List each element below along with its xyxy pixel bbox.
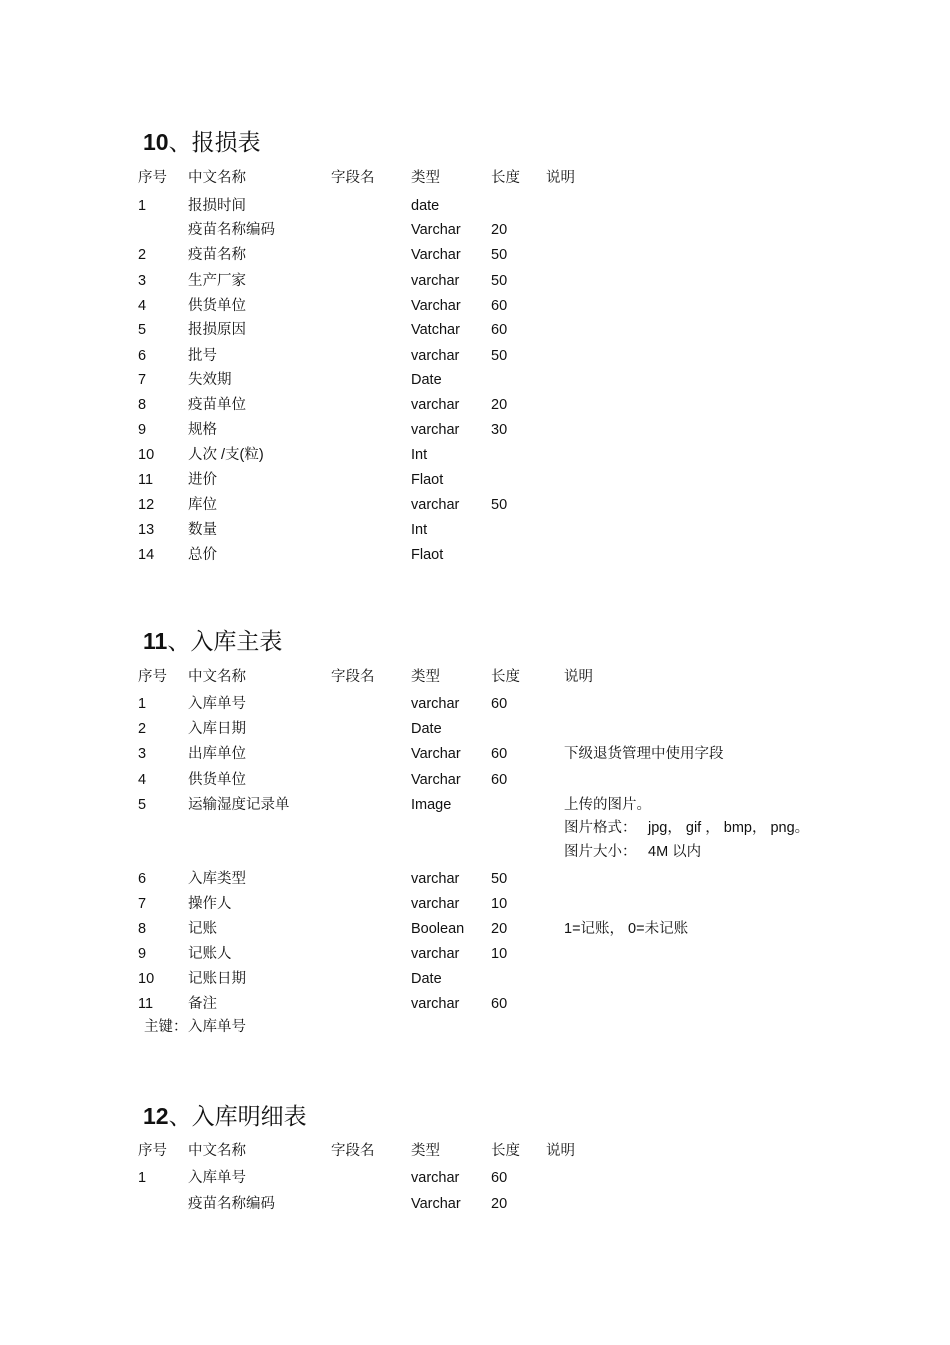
table-header-row (0, 1141, 950, 1161)
cell-type: Int (411, 522, 428, 538)
cell-no: 5 (138, 797, 147, 813)
cell-no: 10 (138, 447, 155, 463)
cell-no: 14 (138, 547, 155, 563)
table-row (0, 495, 950, 515)
table-row (0, 944, 950, 964)
cell-no: 7 (138, 372, 147, 388)
table-row (0, 196, 950, 216)
primary-key-label: 主键： (144, 1019, 188, 1035)
table-row (0, 894, 950, 914)
cell-type: varchar (411, 422, 460, 438)
description-continuation (0, 842, 950, 862)
table-row (0, 346, 950, 366)
section-number: 10 (143, 129, 169, 155)
cell-length: 50 (491, 273, 508, 289)
cell-no: 5 (138, 322, 147, 338)
cell-no: 8 (138, 397, 147, 413)
cell-no: 3 (138, 746, 147, 762)
table-row (0, 245, 950, 265)
cell-type: Varchar (411, 772, 461, 788)
header-length: 长度 (491, 170, 520, 186)
section-name: 、报损表 (168, 129, 261, 155)
table-row (0, 994, 950, 1014)
cell-type: Vatchar (411, 322, 460, 338)
cell-cn-name: 备注 (188, 996, 217, 1012)
cell-cn-name: 库位 (188, 497, 217, 513)
table-row (0, 271, 950, 291)
table-row (0, 220, 950, 240)
cell-no: 8 (138, 921, 147, 937)
cell-type: varchar (411, 871, 460, 887)
cell-length: 60 (491, 746, 508, 762)
cell-type: varchar (411, 946, 460, 962)
cell-type: varchar (411, 1170, 460, 1186)
cell-type: Boolean (411, 921, 465, 937)
cell-cn-name: 疫苗单位 (188, 397, 246, 413)
cell-description: 下级退货管理中使用字段 (564, 746, 724, 762)
header-length: 长度 (491, 669, 520, 685)
table-row (0, 520, 950, 540)
cell-cn-name: 疫苗名称 (188, 247, 246, 263)
table-header-row (0, 168, 950, 188)
cell-no: 9 (138, 946, 147, 962)
cell-no: 6 (138, 871, 147, 887)
cell-no: 7 (138, 896, 147, 912)
cell-type: varchar (411, 497, 460, 513)
table-row (0, 395, 950, 415)
cell-length: 60 (491, 322, 508, 338)
cell-no: 11 (138, 472, 154, 488)
table-row (0, 795, 950, 815)
section-number: 11 (143, 628, 168, 654)
cell-type: varchar (411, 996, 460, 1012)
table-row (0, 919, 950, 939)
table-row (0, 370, 950, 390)
header-field-name: 字段名 (331, 669, 375, 685)
table-row (0, 1168, 950, 1188)
cell-length: 60 (491, 696, 508, 712)
table-row (0, 320, 950, 340)
cell-no: 9 (138, 422, 147, 438)
cell-cn-name: 报损原因 (188, 322, 246, 338)
table-row (0, 545, 950, 565)
table-row (0, 470, 950, 490)
cell-cn-name: 规格 (188, 422, 217, 438)
cell-no: 2 (138, 721, 147, 737)
table-row (0, 719, 950, 739)
cell-cn-name: 供货单位 (188, 772, 246, 788)
table-row (0, 296, 950, 316)
cell-type: Int (411, 447, 428, 463)
cell-no: 4 (138, 298, 147, 314)
cell-type: varchar (411, 273, 460, 289)
cell-length: 20 (491, 1196, 508, 1212)
cell-length: 60 (491, 772, 508, 788)
cell-type: Image (411, 797, 452, 813)
cell-type: Varchar (411, 298, 461, 314)
table-row (0, 770, 950, 790)
cell-length: 20 (491, 222, 508, 238)
table-row (0, 744, 950, 764)
cell-description: 1=记账， 0=未记账 (564, 921, 689, 937)
table-row (0, 1194, 950, 1214)
cell-cn-name: 报损时间 (188, 198, 246, 214)
header-type: 类型 (411, 1143, 440, 1159)
image-format-value: jpg， gif ， bmp， png。 (648, 820, 810, 836)
cell-length: 60 (491, 298, 508, 314)
cell-type: Date (411, 372, 442, 388)
table-header-row (0, 667, 950, 687)
cell-no: 12 (138, 497, 155, 513)
cell-type: Flaot (411, 547, 444, 563)
cell-cn-name: 供货单位 (188, 298, 246, 314)
cell-type: varchar (411, 896, 460, 912)
cell-description: 上传的图片。 (564, 797, 651, 813)
table-row (0, 420, 950, 440)
cell-cn-name: 操作人 (188, 896, 232, 912)
cell-cn-name: 运输湿度记录单 (188, 797, 290, 813)
header-cn-name: 中文名称 (188, 1143, 246, 1159)
section-title (143, 1105, 307, 1128)
header-description: 说明 (546, 1143, 575, 1159)
cell-length: 30 (491, 422, 508, 438)
cell-type: Varchar (411, 222, 461, 238)
cell-no: 3 (138, 273, 147, 289)
cell-cn-name: 人次 /支(粒) (188, 447, 264, 463)
table-row (0, 694, 950, 714)
section-number: 12 (143, 1103, 169, 1129)
primary-key-note (0, 1017, 950, 1037)
image-size-label: 图片大小： (564, 844, 637, 860)
table-row (0, 969, 950, 989)
cell-length: 60 (491, 996, 508, 1012)
cell-length: 60 (491, 1170, 508, 1186)
cell-no: 6 (138, 348, 147, 364)
cell-length: 50 (491, 871, 508, 887)
header-cn-name: 中文名称 (188, 170, 246, 186)
cell-length: 50 (491, 247, 508, 263)
cell-length: 20 (491, 397, 508, 413)
cell-cn-name: 数量 (188, 522, 217, 538)
cell-type: Flaot (411, 472, 444, 488)
header-type: 类型 (411, 669, 440, 685)
cell-length: 20 (491, 921, 508, 937)
cell-type: date (411, 198, 440, 214)
cell-cn-name: 记账日期 (188, 971, 246, 987)
cell-type: varchar (411, 348, 460, 364)
header-no: 序号 (138, 170, 167, 186)
image-format-label: 图片格式： (564, 820, 637, 836)
cell-cn-name: 总价 (188, 547, 217, 563)
cell-cn-name: 进价 (188, 472, 217, 488)
cell-no: 1 (138, 198, 147, 214)
cell-type: Date (411, 721, 442, 737)
header-field-name: 字段名 (331, 170, 375, 186)
cell-length: 10 (491, 896, 508, 912)
cell-type: Date (411, 971, 442, 987)
cell-length: 10 (491, 946, 508, 962)
cell-type: varchar (411, 696, 460, 712)
cell-cn-name: 入库单号 (188, 1170, 246, 1186)
section-name: 、入库主表 (167, 628, 283, 654)
header-cn-name: 中文名称 (188, 669, 246, 685)
cell-length: 50 (491, 497, 508, 513)
table-row (0, 445, 950, 465)
cell-cn-name: 记账 (188, 921, 217, 937)
cell-cn-name: 疫苗名称编码 (188, 1196, 275, 1212)
header-description: 说明 (546, 170, 575, 186)
cell-cn-name: 失效期 (188, 372, 232, 388)
cell-cn-name: 出库单位 (188, 746, 246, 762)
header-no: 序号 (138, 669, 167, 685)
header-no: 序号 (138, 1143, 167, 1159)
cell-no: 4 (138, 772, 147, 788)
cell-type: Varchar (411, 746, 461, 762)
cell-length: 50 (491, 348, 508, 364)
header-type: 类型 (411, 170, 440, 186)
cell-type: Varchar (411, 1196, 461, 1212)
cell-cn-name: 批号 (188, 348, 217, 364)
cell-no: 11 (138, 996, 154, 1012)
section-title (143, 630, 282, 653)
primary-key-value: 入库单号 (188, 1019, 246, 1035)
table-row (0, 869, 950, 889)
image-size-value: 4M 以内 (648, 844, 702, 860)
cell-cn-name: 记账人 (188, 946, 232, 962)
header-field-name: 字段名 (331, 1143, 375, 1159)
cell-no: 1 (138, 1170, 147, 1186)
cell-cn-name: 入库单号 (188, 696, 246, 712)
cell-cn-name: 入库日期 (188, 721, 246, 737)
cell-no: 13 (138, 522, 155, 538)
cell-no: 10 (138, 971, 155, 987)
cell-cn-name: 生产厂家 (188, 273, 246, 289)
section-name: 、入库明细表 (168, 1103, 307, 1129)
cell-cn-name: 入库类型 (188, 871, 246, 887)
cell-no: 1 (138, 696, 147, 712)
cell-cn-name: 疫苗名称编码 (188, 222, 275, 238)
cell-type: Varchar (411, 247, 461, 263)
header-length: 长度 (491, 1143, 520, 1159)
cell-type: varchar (411, 397, 460, 413)
header-description: 说明 (564, 669, 593, 685)
description-continuation (0, 818, 950, 838)
cell-no: 2 (138, 247, 147, 263)
section-title (143, 131, 261, 154)
